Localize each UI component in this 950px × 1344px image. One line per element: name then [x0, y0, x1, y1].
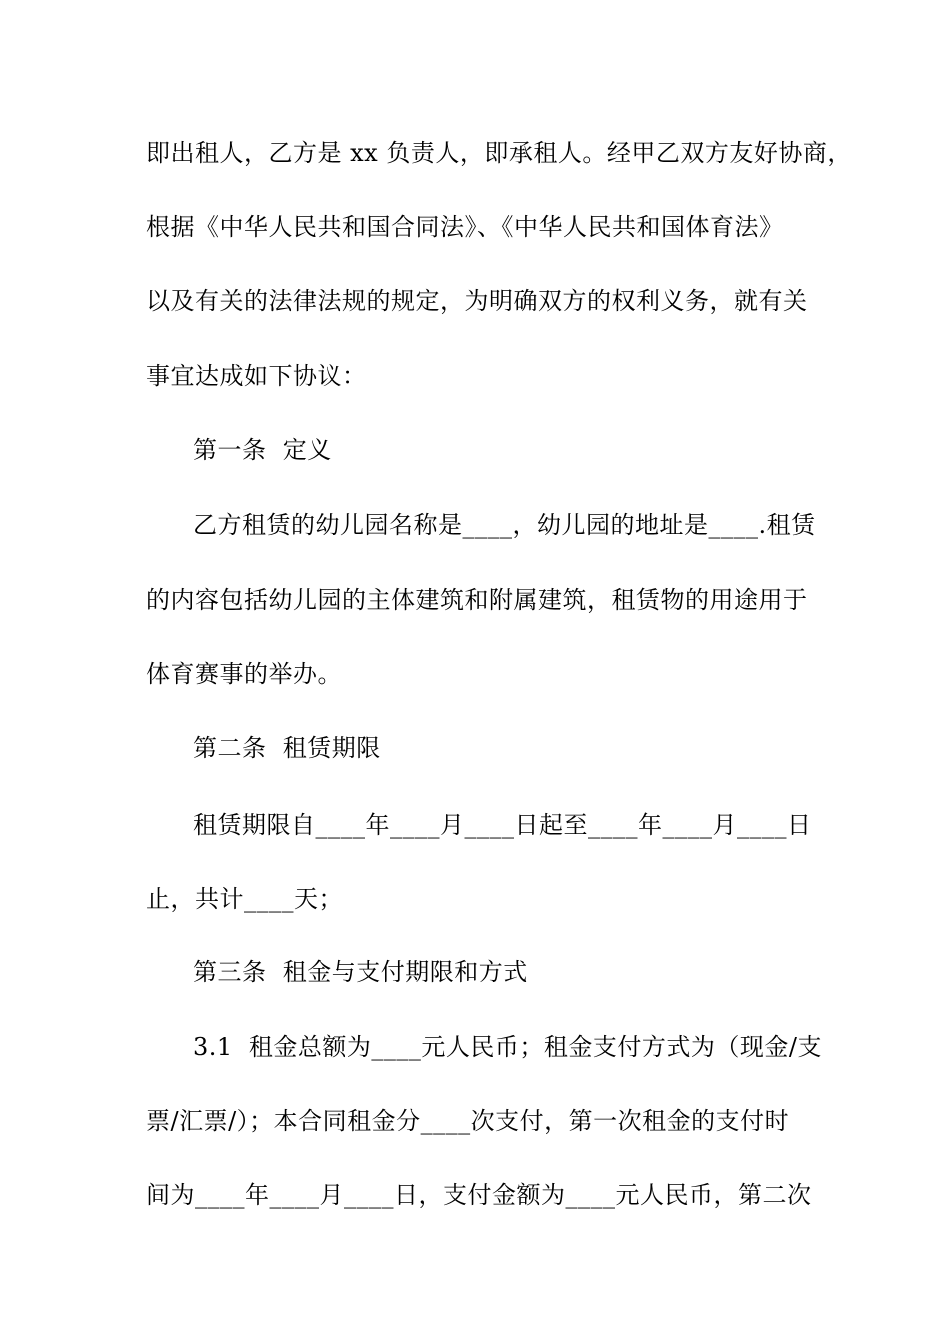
- paragraph-line: 以及有关的法律法规的规定，为明确双方的权利义务，就有关: [146, 287, 808, 315]
- paragraph-line: 乙方租赁的幼儿园名称是____，幼儿园的地址是____.租赁: [193, 511, 816, 539]
- paragraph-line: 3.1 租金总额为____元人民币；租金支付方式为（现金/支: [193, 1033, 823, 1061]
- article-heading: 第三条 租金与支付期限和方式: [193, 958, 528, 986]
- paragraph-line: 租赁期限自____年____月____日起至____年____月____日: [193, 811, 812, 839]
- paragraph-line: 事宜达成如下协议：: [146, 362, 367, 390]
- article-heading: 第一条 定义: [193, 436, 332, 464]
- paragraph-line: 即出租人，乙方是 xx 负责人，即承租人。经甲乙双方友好协商，: [146, 139, 852, 167]
- article-heading: 第二条 租赁期限: [193, 734, 381, 762]
- paragraph-line: 体育赛事的举办。: [146, 660, 342, 688]
- paragraph-line: 的内容包括幼儿园的主体建筑和附属建筑，租赁物的用途用于: [146, 586, 808, 614]
- paragraph-line: 票/汇票/）；本合同租金分____次支付，第一次租金的支付时: [146, 1107, 790, 1135]
- paragraph-line: 止，共计____天；: [146, 885, 343, 913]
- paragraph-line: 间为____年____月____日，支付金额为____元人民币，第二次: [146, 1181, 812, 1209]
- paragraph-line: 根据《中华人民共和国合同法》、《中华人民共和国体育法》: [146, 213, 784, 241]
